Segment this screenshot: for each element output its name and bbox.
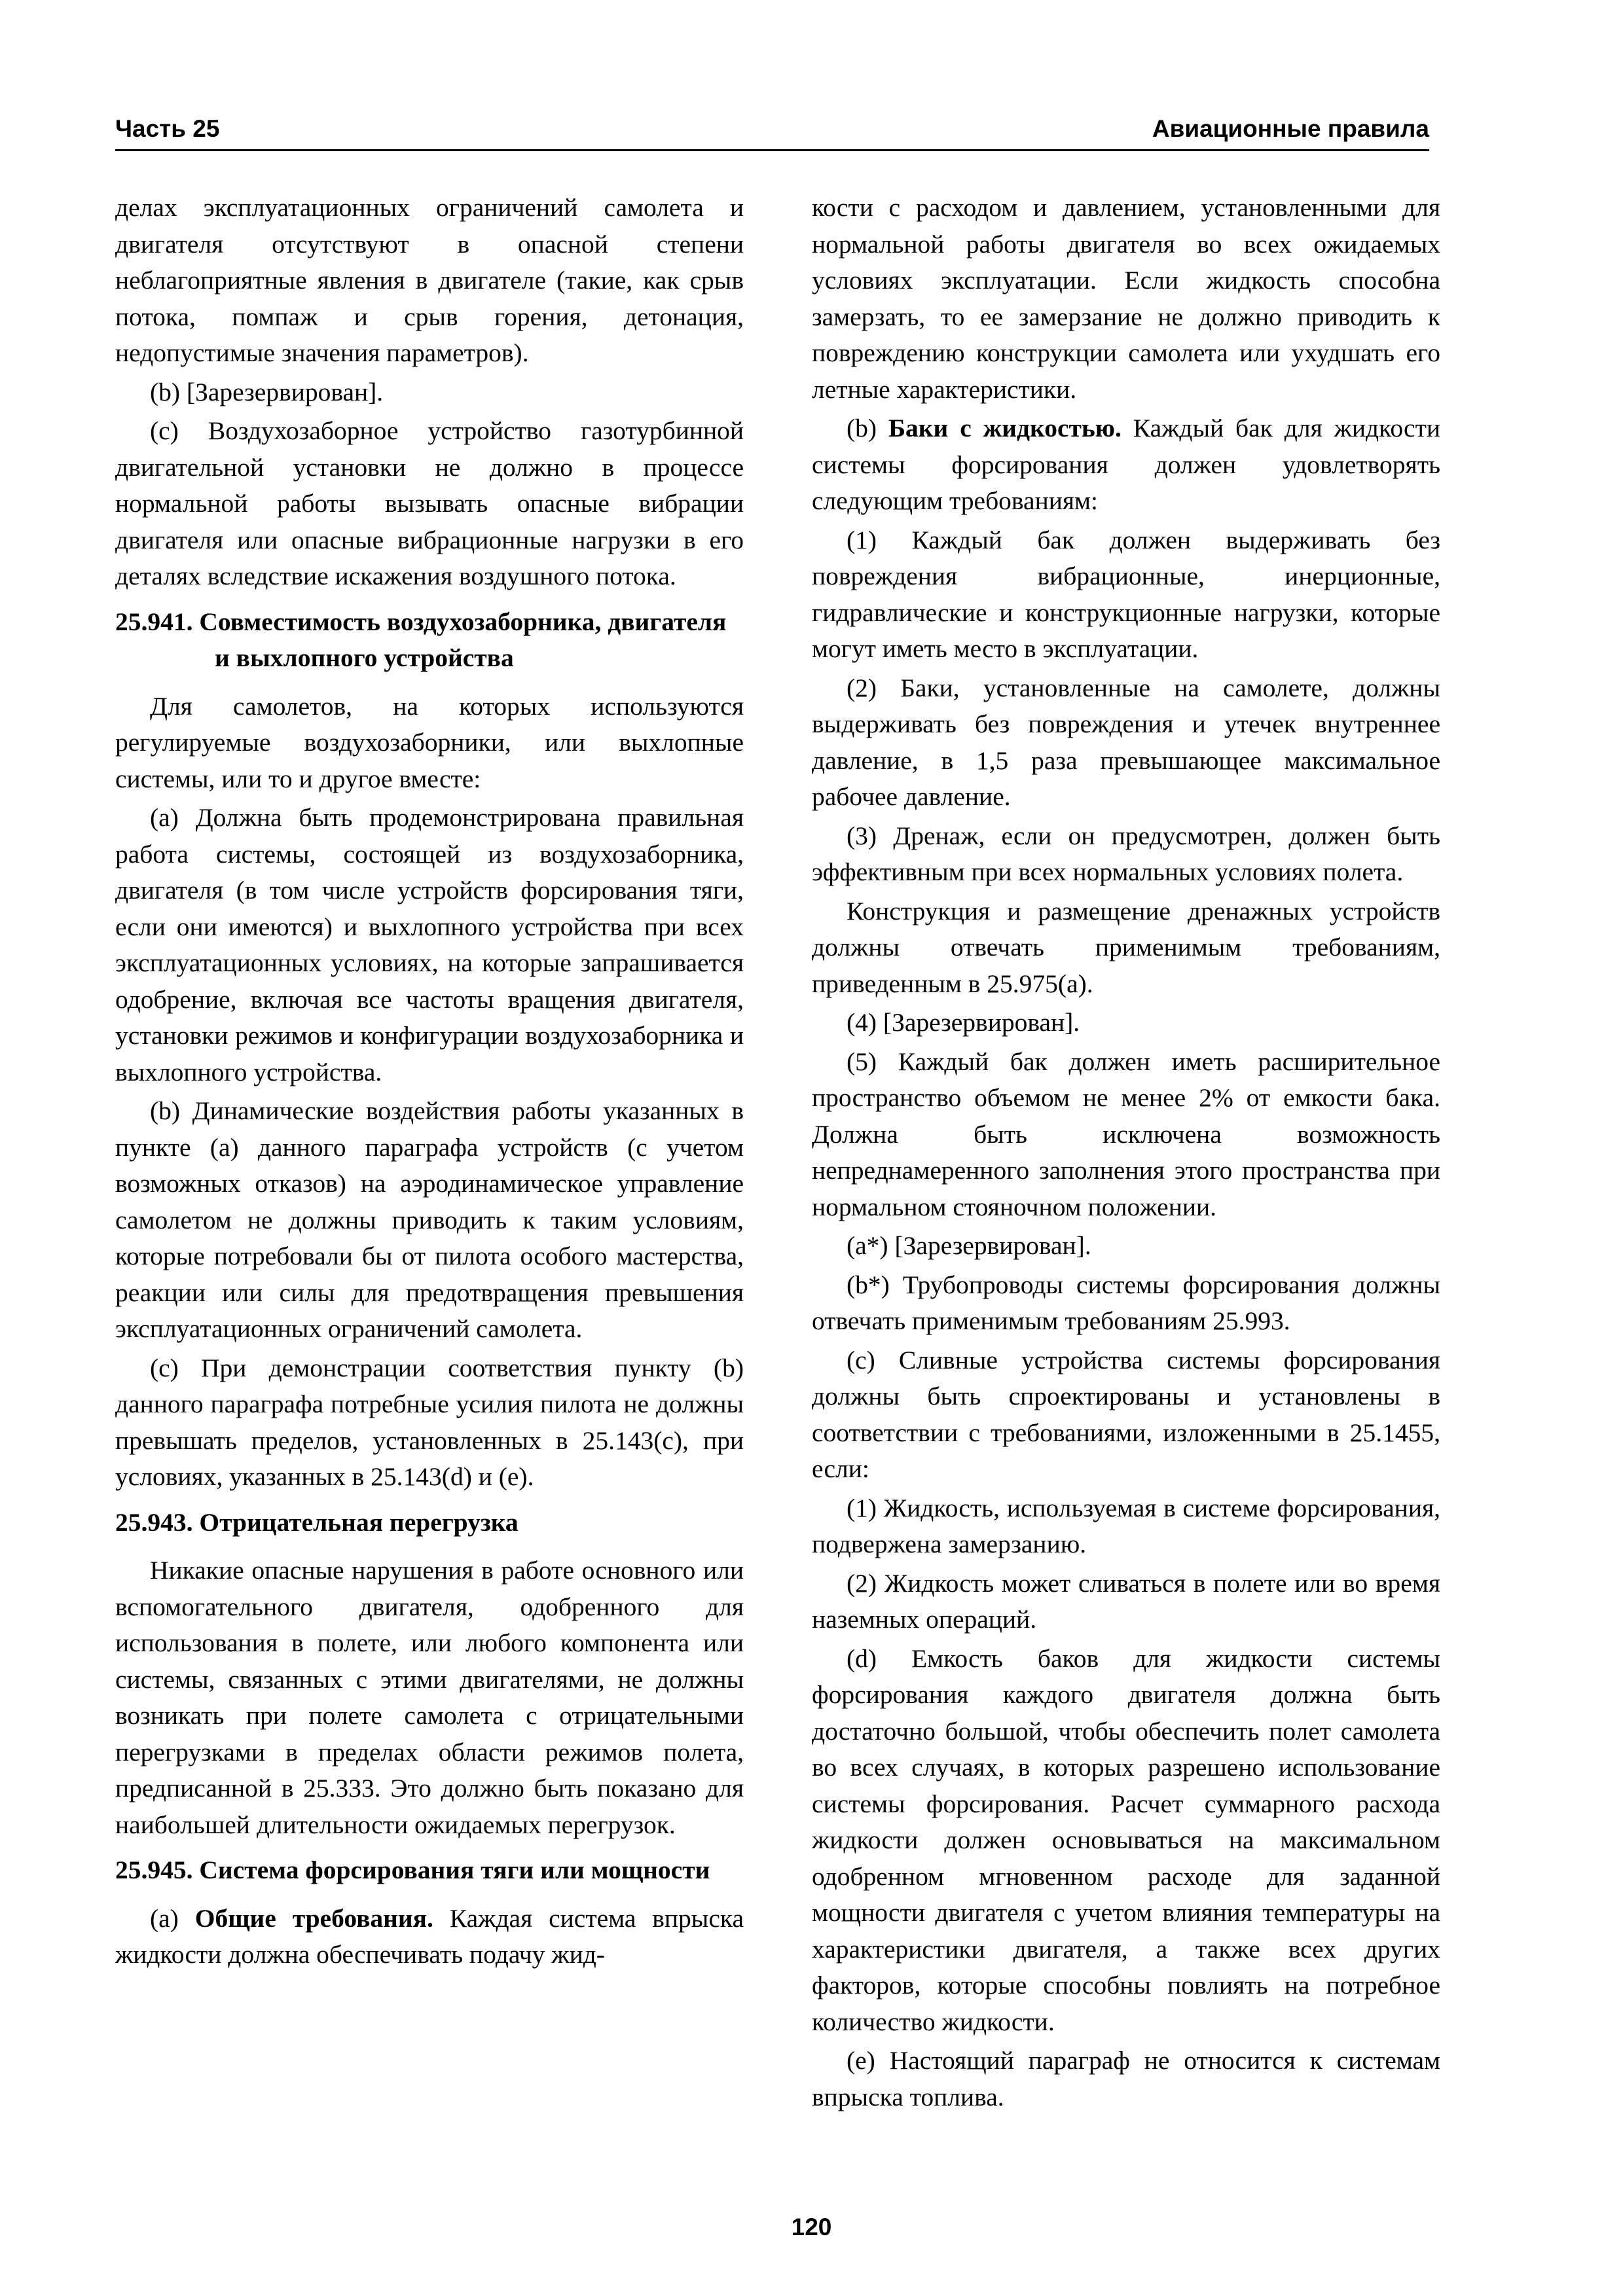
section-heading-25-941: 25.941. Совместимость воздухозаборника, двигателя и выхлопного устройства	[115, 607, 727, 672]
paragraph: (5) Каждый бак должен иметь расширительное пространство объемом не менее 2% от емкости бака. Должна быть исключена возможность непреднамеренного заполнения этого пространства при нормальном стояночном положении.	[812, 1047, 1440, 1221]
paragraph: (c) При демонстрации соответствия пункту (b) данного параграфа потребные усилия пилота не должны превышать пределов, установленных в 25.143(c), при условиях, указанных в 25.143(d) и (e).	[115, 1353, 744, 1491]
paragraph: (2) Жидкость может сливаться в полете или во время наземных операций.	[812, 1568, 1440, 1634]
paragraph: Для самолетов, на которых используются регулируемые воздухозаборники, или выхлопные системы, или то и другое вместе:	[115, 691, 744, 793]
paragraph	[115, 1901, 744, 1973]
paragraph: (c) Воздухозаборное устройство газотурбинной двигательной установки не должно в процессе нормальной работы вызывать опасные вибрации двигателя или опасные вибрационные нагрузки в его деталях вследствие искажения воздушного потока.	[115, 416, 744, 590]
paragraph	[812, 410, 1440, 520]
paragraph: (b*) Трубопроводы системы форсирования должны отвечать применимым требованиям 25.993.	[812, 1270, 1440, 1335]
paragraph: (b) [Зарезервирован].	[150, 377, 384, 406]
bold-term: Общие требования.	[194, 1903, 433, 1933]
paragraph: (3) Дренаж, если он предусмотрен, должен быть эффективным при всех нормальных условиях полета.	[812, 821, 1440, 886]
paragraph: Никакие опасные нарушения в работе основного или вспомогательного двигателя, одобренного для использования в полете, или любого компонента или системы, связанных с этими двигателями, не должны возникать при полете самолета с отрицательными перегрузками в пределах области режимов полета, предписанной в 25.333. Это должно быть показано для наибольшей длительности ожидаемых перегрузок.	[115, 1556, 744, 1839]
bold-term: Баки с жидкостью.	[888, 414, 1122, 442]
paragraph: (e) Настоящий параграф не относится к системам впрыска топлива.	[812, 2046, 1440, 2111]
left-column	[115, 190, 744, 1976]
paragraph: (4) [Зарезервирован].	[847, 1008, 1080, 1037]
header-part-label: Часть 25	[115, 115, 220, 142]
paragraph: (b) Динамические воздействия работы указанных в пункте (a) данного параграфа устройств (с учетом возможных отказов) на аэродинамическое управление самолетом не должны приводить к таким условиям, которые потребовали бы от пилота особого мастерства, реакции или силы для предотвращения превышения эксплуатационных ограничений самолета.	[115, 1096, 744, 1343]
page-number: 120	[791, 2214, 832, 2240]
item-label: (b)	[847, 414, 888, 442]
paragraph: Конструкция и размещение дренажных устройств должны отвечать применимым требованиям, приведенным в 25.975(a).	[812, 896, 1440, 998]
paragraph: (a) Должна быть продемонстрирована правильная работа системы, состоящей из воздухозаборника, двигателя (в том числе устройств форсирования тяги, если они имеются) и выхлопного устройства при всех эксплуатационных условиях, на которые запрашивается одобрение, включая все частоты вращения двигателя, установки режимов и конфигурации воздухозаборника и выхлопного устройства.	[115, 803, 744, 1086]
header-title: Авиационные правила	[1152, 115, 1429, 142]
paragraph-text: Каждый бак для жидкости системы форсирования должен удовлетворять следующим требованиям:	[812, 414, 1440, 515]
paragraph: (c) Сливные устройства системы форсирования должны быть спроектированы и установлены в соответствии с требованиями, изложенными в 25.1455, если:	[812, 1345, 1440, 1483]
paragraph: (d) Емкость баков для жидкости системы форсирования каждого двигателя должна быть достаточно большой, чтобы обеспечить полет самолета во всех случаях, в которых разрешено использование системы форсирования. Расчет суммарного расхода жидкости должен основываться на максимальном одобренном мгновенном расходе для заданной мощности двигателя с учетом влияния температуры на характеристики двигателя, а также всех других факторов, которые способны повлиять на потребное количество жидкости.	[812, 1643, 1440, 2036]
paragraph: кости с расходом и давлением, установленными для нормальной работы двигателя во всех ожидаемых условиях эксплуатации. Если жидкость способна замерзать, то ее замерзание не должно приводить к повреждению конструкции самолета или ухудшать его летные характеристики.	[812, 193, 1440, 404]
paragraph: (2) Баки, установленные на самолете, должны выдерживать без повреждения и утечек внутреннее давление, в 1,5 раза превышающее максимальное рабочее давление.	[812, 673, 1440, 811]
paragraph: (1) Каждый бак должен выдерживать без повреждения вибрационные, инерционные, гидравлические и конструкционные нагрузки, которые могут иметь место в эксплуатации.	[812, 525, 1440, 663]
paragraph: делах эксплуатационных ограничений самолета и двигателя отсутствуют в опасной степени неблагоприятные явления в двигателе (такие, как срыв потока, помпаж и срыв горения, детонация, недопустимые значения параметров).	[115, 193, 744, 367]
item-label: (a)	[150, 1903, 195, 1933]
paragraph-text: Каждая система впрыска жидкости должна обеспечивать подачу жид-	[115, 1903, 744, 1969]
paragraph: (1) Жидкость, используемая в системе форсирования, подвержена замерзанию.	[812, 1493, 1440, 1558]
section-heading-25-943: 25.943. Отрицательная перегрузка	[115, 1507, 519, 1537]
paragraph: (a*) [Зарезервирован].	[847, 1231, 1091, 1260]
right-column	[812, 190, 1440, 2118]
running-header	[115, 113, 1429, 151]
section-heading-25-945: 25.945. Система форсирования тяги или мощности	[115, 1856, 710, 1884]
